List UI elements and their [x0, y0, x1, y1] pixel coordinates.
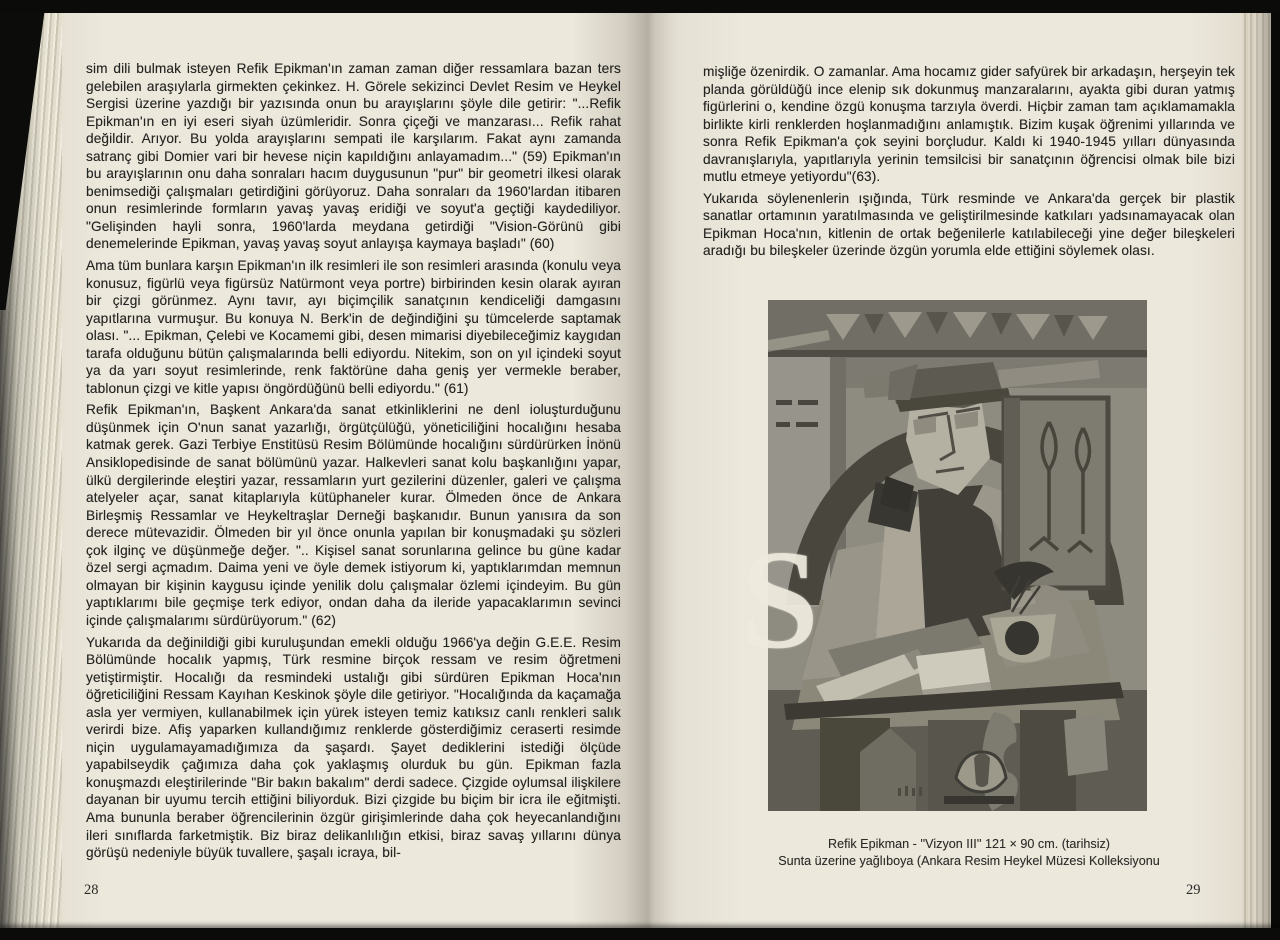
paragraph: Yukarıda söylenenlerin ışığında, Türk resminde ve Ankara'da gerçek bir plastik sanatlar ortamının yaratılmasında ve geliştirilmesinde katkıları yadsınamayacak olan Epikman Hoca'nın, kitlenin de ortak beğenilerle katılabileceği yine değer bileşkeleri aradığı bu bileşkeler üzerinde özgün yorumla elde ettiğini söylemek olası.	[703, 190, 1235, 259]
paragraph: sim dili bulmak isteyen Refik Epikman'ın zaman zaman diğer ressamlara bazan ters gelebilen araşıylarla girmekten çekinkez. H. Görele sekizinci Devlet Resim ve Heykel Sergisi üzerine yazdığı bir yazısında onun bu arayışlarını şöyle dile getirir: "...Refik Epikman'ın en iyi eseri siyah üzümleridir. Sonra çiçeği ve manzarası... Refik rahat değildir. Arıyor. Bu yolda arayışlarını sempati ile karşılarım. Fakat aynı zamanda satranç gibi Domier vari bir hevese niçin kapıldığını anlayamadım..." (59) Epikman'ın bu arayışlarının onu daha sonraları hacım duygusunun "pur" bir geometri ilkesi olarak benimsediği çalışmaları getirdiğini görüyoruz. Daha sonraları da 1960'lardan itibaren onun resimlerinde formların yavaş yavaş eridiği ve soyut'a geçtiği kaydediliyor. "Gelişinden hayli sonra, 1960'larda meydana getirdiği "Vision-Görünü gibi denemelerinde Epikman, yavaş yavaş soyut anlayışa kaymaya başladı" (60)	[86, 61, 621, 252]
painting-vizyon-iii	[740, 300, 1147, 811]
paragraph: mişliğe özenirdik. O zamanlar. Ama hocamız gider safyürek bir arkadaşın, herşeyin tek planda görüldüğü ince elenip sık dokunmuş manzaralarını, ayakta gibi duran yatmış figürlerini o, kendine özgü konuşma tarzıyla överdi. Hiçbir zaman tam açıklamamakla birlikte kirli renklerden hoşlanmadığını anlamıştık. Bizim kuşak öğrenimi yıllarında ve sonra Refik Epikman'a çok seyini borçludur. Kaldı ki 1940-1945 yılları dünyasında davranışlarıyla, yapıtlarıyla yerinin temsilcisi bir sanatçının öğrencisi olmak bile bizi mutlu etmeye yetiyordu"(63).	[703, 64, 1235, 185]
paragraph: Ama tüm bunlara karşın Epikman'ın ilk resimleri ile son resimleri arasında (konulu veya konusuz, figürlü veya figürsüz Natürmont veya portre) birbirinden kesin olarak ayıran bir çizgi görünmez. Aynı tavır, ayı biçimçilik sanatçının kendiceliği damgasını yapıtlarına vurmuşur. Bu konuya N. Berk'in de değindiğini şu tümcelerde saptamak olası. "... Epikman, Çelebi ve Kocamemi gibi, desen mimarisi diyebileceğimiz kaygıdan tarafa olduğunu bütün çalışmalarında belli ediyordu. Nitekim, son on yıl içindeki soyut ya da yarı soyut resimlerinde, renk faktörüne daha geniş yer vermekle beraber, tablonun çizgi ve kitle yapısı öngördüğünü belli ediyordu." (61)	[86, 258, 621, 396]
paragraph: Refik Epikman'ın, Başkent Ankara'da sanat etkinliklerini ne denl ioluşturduğunu düşünmek için O'nun sanat yazarlığı, örgütçülüğü, yöneticiliğini hocalığını hesaba katmak gerek. Gazi Terbiye Enstitüsü Resim Bölümünde hocalığını sürdürürken İnönü Ansiklopedisinde de sanat bölümünü yazar. Halkevleri sanat kolu başkanlığını yapar, ülkü dergilerinde eleştiri yazar, ressamların yurt gezilerini düzenler, galeri ve çalışma atelyeler açar, sanat kitaplarıyla kütüphaneler kurar. Ölmeden önce de Ankara Birleşmiş Ressamlar ve Heykeltraşlar Derneği başkanıdır. Bunun yanısıra da son derece mütevazidir. Ölmeden bir yıl önce onunla yapılan bir konuşmadaki şu sözleri çok ilginç ve düşünmeğe değer. ".. Kişisel sanat sorunlarına gelince bu güne kadar özel sergi açmadım. Daima yeni ve öyle demek istiyorum ki, yaptıklarımdan memnun olmayan bir kişinin kaygusu içinde yenilik dolu çalışmalar özlemi içindeyim. Bu gün yaptıklarımı bile geçmişe terk ediyor, ondan daha da ileride yapacaklarımın sevinci içinde çalışmalarımı sürdürüyorum." (62)	[86, 402, 621, 628]
page-number-right: 29	[1186, 882, 1201, 898]
page-number-left: 28	[84, 882, 99, 898]
book-bottom-edge	[0, 928, 1280, 940]
left-page-text-column	[86, 60, 621, 866]
book-gutter-shadow	[626, 13, 678, 930]
caption-line-1: Refik Epikman - ''Vizyon III'' 121 × 90 cm. (tarihsiz)	[827, 837, 1110, 851]
scan-watermark-letter: S	[740, 520, 819, 678]
caption-line-2: Sunta üzerine yağlıboya (Ankara Resim Heykel Müzesi Kolleksiyonu	[778, 853, 1160, 868]
right-page-edges	[1242, 0, 1280, 940]
paragraph: Yukarıda da değinildiği gibi kuruluşundan emekli olduğu 1966'ya değin G.E.E. Resim Bölümünde hocalık yapmış, Türk resmine birçok ressam ve resim öğretmeni yetiştirmiştir. Hocalığı da resmindeki ustalığı gibi sürdüren Epikman Hoca'nın öğreticiliğini Ressam Kayıhan Keskinok şöyle dile getiriyor. "Hocalığında da kaçamağa asla yer vermiyen, kullanabilmek için yürek isteyen temiz katıksız canlı renkleri salık verirdi bize. Afiş yaparken kullandığımız renklerde gösterdiğimiz ceraserti resimde niçin uygulamayamadığımıza da şaşardı. Şayet dediklerini istediği ölçüde yapabilseydik çağımıza daha çok yaklaşmış olurduk bu gün. Epikman fazla konuşmazdı eleştirilerinde "Bir bakın bakalım" derdi sadece. Çizgide oylumsal ilişkilere dayanan bir uyumu tercih ettiğini biliyorduk. Bizi çizgide bu biçim bir icra ile eğitmişti. Ama bununla beraber öğrencilerinin özgür girişimlerinde daha çok heyecanlandığını ileri sınıflarda farketmiştik. Biz biraz delikanlılığın etkisi, biraz savaş yıllarını dünya görüşü nedeniyle büyük tuvallere, şaşalı icraya, bil-	[86, 634, 621, 861]
painting-artwork	[768, 300, 1147, 811]
painting-caption	[703, 836, 1235, 869]
right-page-text-column	[703, 63, 1235, 264]
book-top-edge	[0, 0, 1280, 13]
